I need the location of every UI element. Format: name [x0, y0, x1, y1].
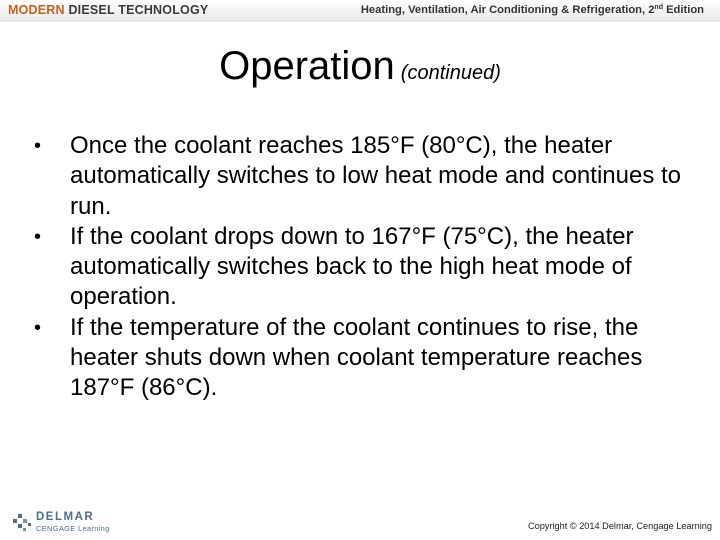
header-bar	[0, 0, 720, 22]
bullet-dot-icon: •	[34, 316, 42, 339]
logo-subtitle: CENGAGE Learning	[36, 524, 110, 533]
copyright-notice: Copyright © 2014 Delmar, Cengage Learning	[528, 521, 712, 531]
bullet-item	[34, 222, 684, 313]
book-title-ordinal: nd	[654, 4, 663, 11]
slide-title-main: Operation	[219, 44, 395, 88]
brand-part-modern: MODERN	[8, 3, 69, 17]
book-title-edition: Edition	[662, 4, 704, 16]
bullet-text: Once the coolant reaches 185°F (80°C), the heater automatically switches to low heat mode and continues to run.	[70, 132, 682, 220]
bullet-dot-icon: •	[34, 225, 42, 248]
slide-title-suffix: (continued)	[400, 62, 501, 84]
bullet-dot-icon: •	[34, 135, 42, 157]
brand-wordmark	[8, 3, 208, 17]
slide-title	[0, 44, 720, 89]
bullet-item	[34, 313, 684, 404]
delmar-logo	[12, 509, 122, 535]
bullet-item	[34, 131, 684, 222]
bullet-text: If the coolant drops down to 167°F (75°C), the heater automatically switches back to the high heat mode of operation.	[70, 222, 634, 311]
delmar-emblem-icon	[12, 511, 34, 533]
bullet-text: If the temperature of the coolant continues to rise, the heater shuts down when coolant temperature reaches 187°F (86°C).	[70, 313, 643, 402]
logo-name: DELMAR	[36, 511, 95, 523]
book-title	[361, 4, 704, 16]
book-title-main: Heating, Ventilation, Air Conditioning & Refrigeration, 2	[360, 4, 655, 16]
bullet-list	[34, 131, 684, 404]
brand-part-diesel-technology: DIESEL TECHNOLOGY	[68, 3, 209, 17]
